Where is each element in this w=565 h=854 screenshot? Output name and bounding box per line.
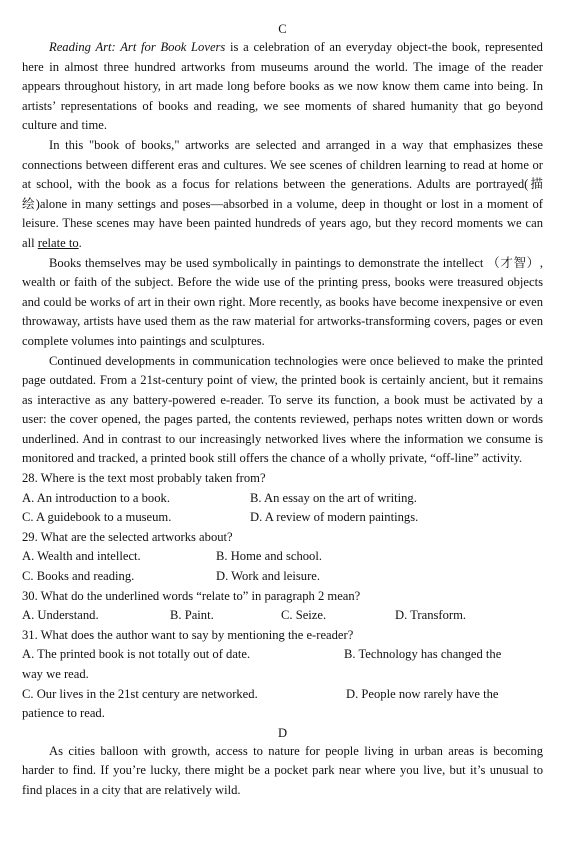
question-30-stem: 30. What do the underlined words “relate to” in paragraph 2 mean? [22,588,361,603]
q28-option-c[interactable]: C. A guidebook to a museum. [22,510,172,525]
question-29-options-row-2 [22,567,543,587]
q30-option-b[interactable]: B. Paint. [170,608,214,623]
question-31-options-row-1 [22,645,543,665]
q28-option-d[interactable]: D. A review of modern paintings. [250,510,419,525]
q31-option-d[interactable]: D. People now rarely have the [346,686,499,701]
q29-option-a[interactable]: A. Wealth and intellect. [22,549,141,564]
book-title: Reading Art: Art for Book Lovers [49,40,226,54]
q31-option-b-continued: way we read. [22,667,89,681]
passage-c-paragraph-2 [22,136,543,254]
q30-option-a[interactable]: A. Understand. [22,608,99,623]
question-30-options [22,606,543,626]
q29-option-c[interactable]: C. Books and reading. [22,569,135,584]
question-29-stem: 29. What are the selected artworks about? [22,529,233,544]
passage-d-paragraph-1: As cities balloon with growth, access to nature for people living in urban areas is becoming harder to find. If you’re lucky, there might be a pocket park near where you live, but it’s unusual to find places in a city that are relatively wild. [22,743,543,797]
paragraph-2-text-a: In this "book of books," artworks are selected and arranged in a way that emphasizes these connections between different eras and cultures. We see scenes of children learning to read at home or at school, with the book as a focus for relations between the generations. Adults are portrayed(描绘)alone in many settings and poses—absorbed in a volume, deep in thought or lost in a moment of leisure. These scenes may have been painted hundreds of years ago, but they record moments we can all [22,137,543,250]
section-d-heading: D [277,725,288,740]
paragraph-1-text: is a celebration of an everyday object-the book, represented here in almost three hundred artworks from museums around the world. The image of the reader appears throughout history, in art made long before books as we now know them came into being. In artists’ representations of books and reading, we see moments of shared humanity that go beyond culture and time. [22,40,543,133]
passage-c-paragraph-1 [22,38,543,136]
q29-option-d[interactable]: D. Work and leisure. [216,569,321,584]
question-31-options-row-2 [22,685,543,705]
question-28-options-row-2 [22,508,543,528]
underlined-relate-to: relate to [37,235,79,250]
section-c-heading: C [278,22,287,36]
q28-option-a[interactable]: A. An introduction to a book. [22,490,170,505]
q29-option-b[interactable]: B. Home and school. [216,549,322,564]
q30-option-c[interactable]: C. Seize. [281,608,327,623]
q31-option-b[interactable]: B. Technology has changed the [344,647,502,662]
q31-option-a[interactable]: A. The printed book is not totally out of date. [22,647,251,662]
q28-option-b[interactable]: B. An essay on the art of writing. [250,490,417,505]
q31-option-d-continued: patience to read. [22,706,105,721]
passage-c-paragraph-4: Continued developments in communication technologies were once believed to make the printed page outdated. From a 21st-century point of view, the printed book is certainly ancient, but it remains as interactive as any battery-powered e-reader. To serve its function, a book must be activated by a user: the cover opened, the pages parted, the contents reviewed, perhaps notes written down or words underlined. And in contrast to our increasingly networked lives where the information we consume is monitored and tracked, a printed book still offers the chance of a wholly private, “off-line” activity. [22,353,543,466]
question-31-stem: 31. What does the author want to say by mentioning the e-reader? [22,627,354,642]
question-29-options-row-1 [22,547,543,567]
paragraph-2-text-b: . [78,235,82,250]
q30-option-d[interactable]: D. Transform. [395,608,467,623]
q31-option-c[interactable]: C. Our lives in the 21st century are networked. [22,686,258,701]
question-28-options-row-1 [22,489,543,509]
passage-c-paragraph-3: Books themselves may be used symbolically in paintings to demonstrate the intellect （才智）, wealth or faith of the subject. Before the wide use of the printing press, books were treasured objects and could be works of art in their own right. More recently, as books have become inexpensive or even throwaway, artists have used them as the raw material for artworks-transforming covers, pages or even complete volumes into paintings and sculptures. [22,255,543,348]
question-28-stem: 28. Where is the text most probably taken from? [22,471,266,486]
